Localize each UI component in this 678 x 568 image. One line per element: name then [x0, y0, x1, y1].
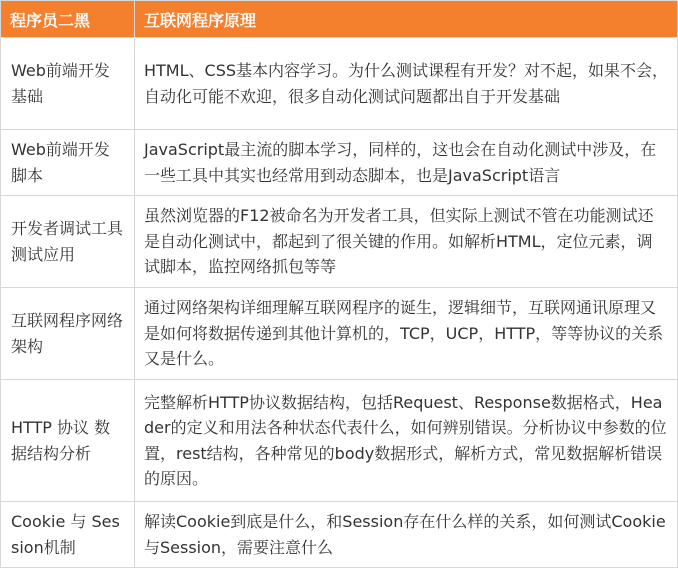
- table-row: [1, 288, 678, 380]
- table-row: [1, 196, 678, 288]
- header-col-1: 程序员二黑: [1, 1, 135, 38]
- description-cell: JavaScript最主流的脚本学习，同样的，这也会在自动化测试中涉及，在一些工具中其实也经常用到动态脚本，也是JavaScript语言: [135, 130, 678, 196]
- table-row: [1, 38, 678, 130]
- table-row: [1, 380, 678, 502]
- header-col-2: 互联网程序原理: [135, 1, 678, 38]
- description-cell: 通过网络架构详细理解互联网程序的诞生，逻辑细节，互联网通讯原理又是如何将数据传递到其他计算机的，TCP，UCP，HTTP，等等协议的关系又是什么。: [135, 288, 678, 380]
- table-row: [1, 130, 678, 196]
- topic-cell: 开发者调试工具测试应用: [1, 196, 135, 288]
- header-row: [1, 1, 678, 38]
- description-cell: 虽然浏览器的F12被命名为开发者工具，但实际上测试不管在功能测试还是自动化测试中，都起到了很关键的作用。如解析HTML，定位元素，调试脚本，监控网络抓包等等: [135, 196, 678, 288]
- description-cell: HTML、CSS基本内容学习。为什么测试课程有开发？对不起，如果不会，自动化可能不欢迎，很多自动化测试问题都出自于开发基础: [135, 38, 678, 130]
- table-row: [1, 502, 678, 568]
- topic-cell: HTTP 协议 数据结构分析: [1, 380, 135, 502]
- topic-cell: Web前端开发基础: [1, 38, 135, 130]
- description-cell: 完整解析HTTP协议数据结构，包括Request、Response数据格式，Header的定义和用法各种状态代表什么，如何辨别错误。分析协议中参数的位置，rest结构，各种常见的body数据形式，解析方式，常见数据解析错误的原因。: [135, 380, 678, 502]
- topic-cell: Cookie 与 Session机制: [1, 502, 135, 568]
- topic-cell: 互联网程序网络架构: [1, 288, 135, 380]
- description-cell: 解读Cookie到底是什么，和Session存在什么样的关系，如何测试Cookie与Session，需要注意什么: [135, 502, 678, 568]
- topic-cell: Web前端开发脚本: [1, 130, 135, 196]
